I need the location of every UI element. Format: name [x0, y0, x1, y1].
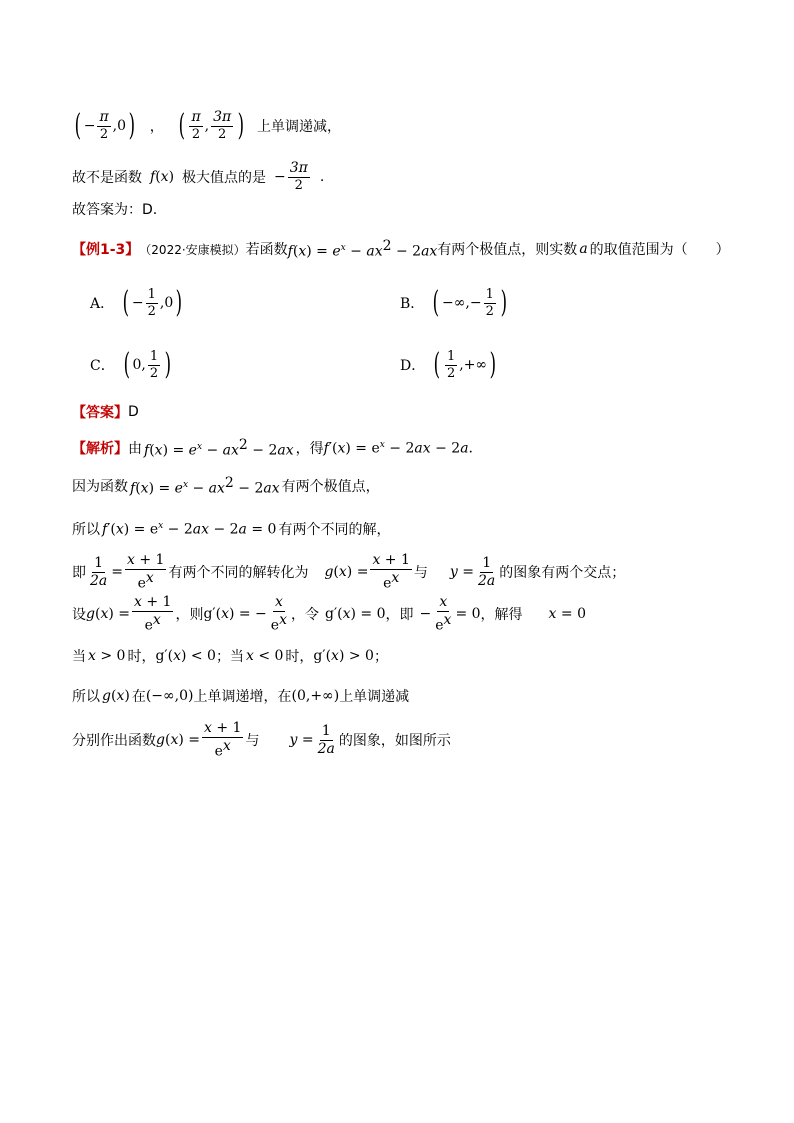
- option-a[interactable]: A． ( − $\frac{1}{2}$ , 0 ): [90, 285, 183, 320]
- analysis-line-8: 分别作出函数 g(x) = $\frac{x + 1}{e^x}$ 与 y = $\frac{1}{2a}$ 的图象，如图所示: [72, 719, 451, 760]
- interval-line: ( − $\frac{\pi}{2}$ , 0 ) ， ( $\frac{\pi}{2}$ , $\frac{3\pi}{2}$ ) 上单调递减，: [74, 108, 341, 143]
- answer-line: 故答案为：D.: [72, 202, 158, 218]
- analysis-line-1: 【解析】 由 $f(x) = e^x - ax^2 - 2ax$ ，得 $f'(x) = e^x - 2ax - 2a$.: [72, 437, 473, 459]
- option-c[interactable]: C． ( 0 , $\frac{1}{2}$ ): [90, 347, 172, 382]
- conclusion-line: 故不是函数 f(x) 极大值点的是 − $\frac{3\pi}{2}$ .: [72, 160, 325, 194]
- analysis-line-4: 即 $\frac{1}{2a}$ = $\frac{x + 1}{e^x}$ 有两个不同的解转化为 g(x) = $\frac{x + 1}{e^x}$ 与 y = $\frac{1}{2a}$ 的图象有两个交点；: [72, 551, 626, 592]
- option-b[interactable]: B． ( −∞ ,− $\frac{1}{2}$ ): [400, 285, 507, 320]
- example-question: 【例1-3】 （2022·安康模拟） 若函数 $f(x) = e^x - ax^2 - 2ax$ 有两个极值点，则实数 a 的取值范围为（ ）: [72, 238, 730, 260]
- analysis-line-5: 设 g(x) = $\frac{x + 1}{e^x}$ ，则 g′( x ) = − $\frac{x}{e^x}$ ，令 g′( x ) = 0 ，即 − $\frac{x}{e^x}$ = 0 ，解得 x = 0: [72, 593, 586, 634]
- analysis-line-7: 所以 g(x) 在 (−∞,0) 上单调递增，在 (0,+∞) 上单调递减: [72, 688, 410, 705]
- option-d[interactable]: D． ( $\frac{1}{2}$ , +∞ ): [400, 347, 497, 382]
- analysis-line-2: 因为函数 $f(x) = e^x - ax^2 - 2ax$ 有两个极值点，: [72, 475, 380, 497]
- analysis-line-3: 所以 $f'(x) = e^x - 2ax - 2a = 0$ 有两个不同的解，: [72, 520, 391, 538]
- analysis-line-6: 当 x > 0 时， g′( x ) < 0 ；当 x < 0 时， g′( x ) > 0 ；: [72, 648, 388, 665]
- answer-block: 【答案】 D: [72, 404, 139, 421]
